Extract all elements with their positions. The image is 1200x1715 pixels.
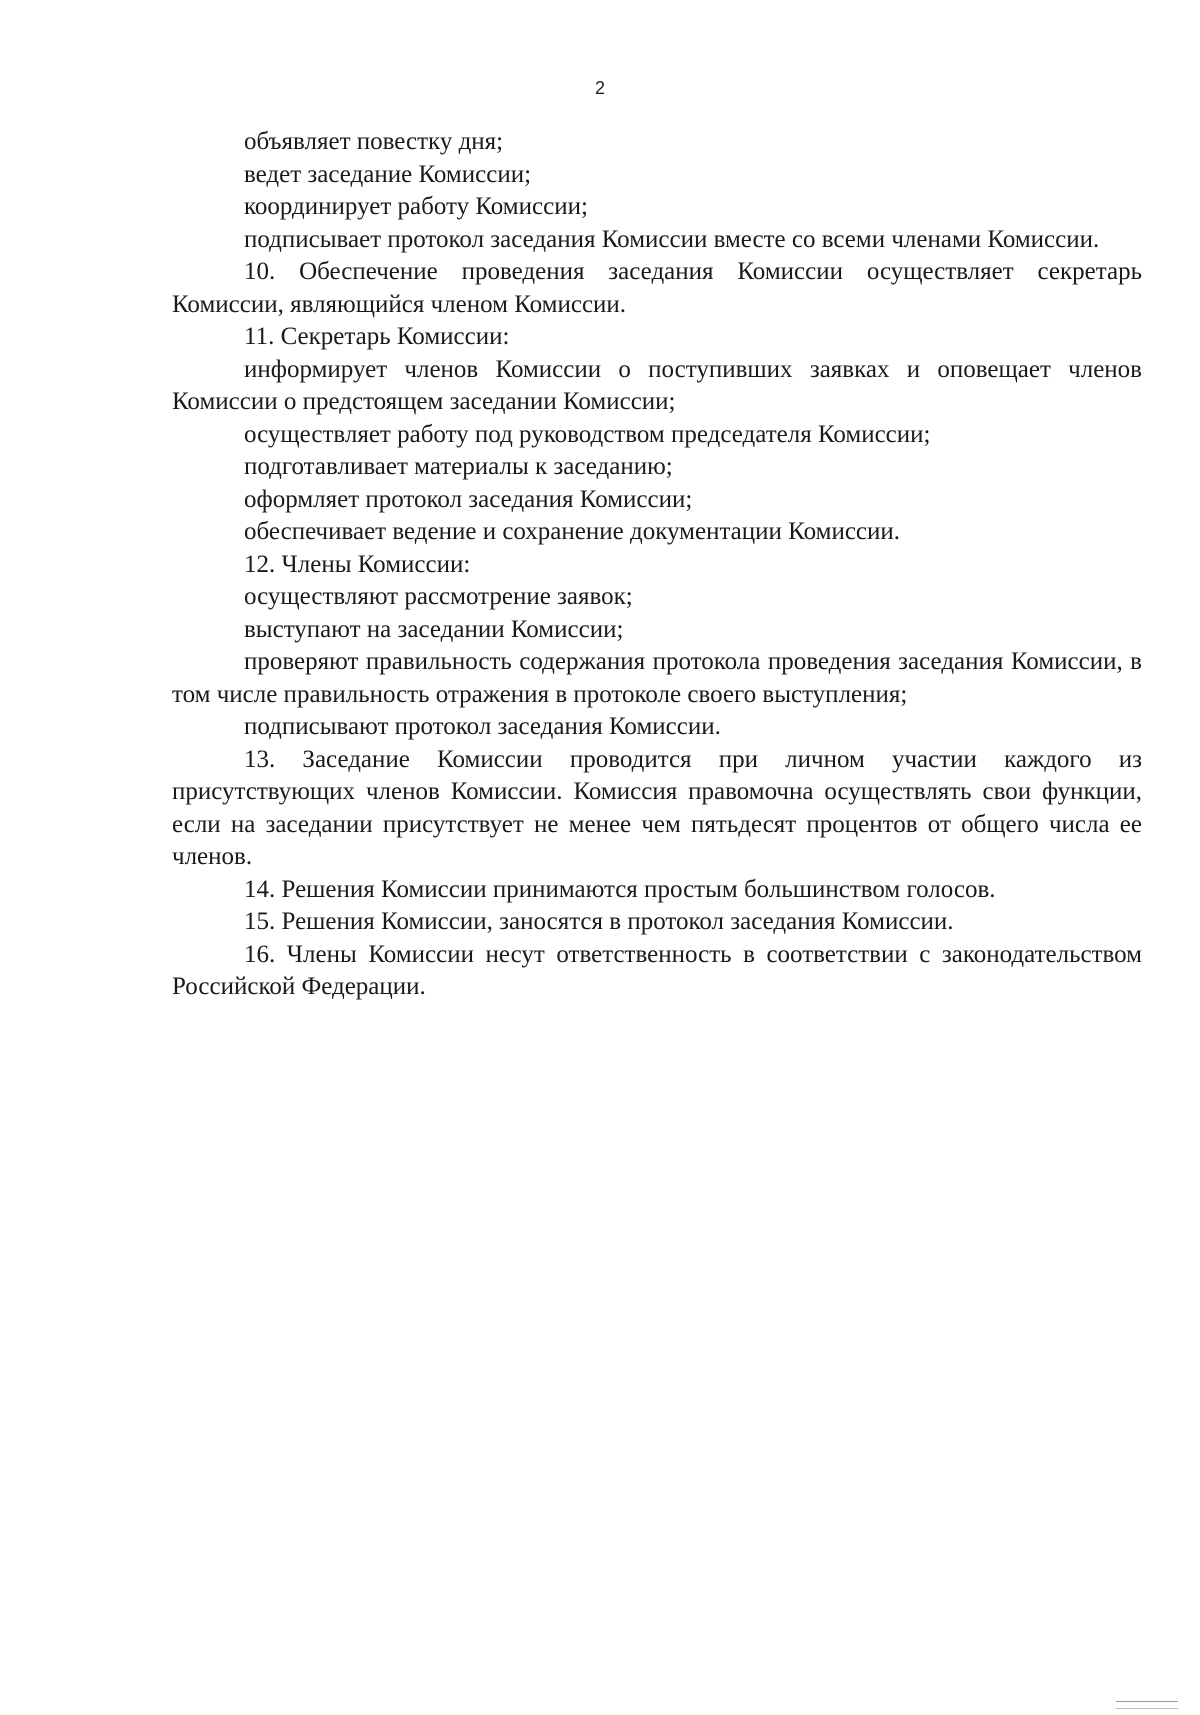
paragraph: осуществляют рассмотрение заявок;	[244, 583, 633, 610]
paragraph: выступают на заседании Комиссии;	[244, 615, 624, 643]
paragraph: подготавливает материалы к заседанию;	[244, 453, 673, 480]
paragraph: 16. Члены Комиссии несут ответственность в соответствии с законодательством Российской Федерации.	[172, 940, 1142, 1000]
paragraph: подписывает протокол заседания Комиссии вместе со всеми членами Комиссии.	[244, 225, 1100, 253]
page-number: 2	[594, 78, 605, 98]
paragraph: 14. Решения Комиссии принимаются простым большинством голосов.	[244, 875, 996, 903]
paragraph: ведет заседание Комиссии;	[244, 160, 532, 188]
paragraph: подписывают протокол заседания Комиссии.	[244, 713, 721, 740]
paragraph: 13. Заседание Комиссии проводится при личном участии каждого из присутствующих членов Комиссии. Комиссия правомочна осуществлять свои функции, если на заседании присутствует не менее чем пятьдесят процентов от общего числа ее членов.	[172, 745, 1142, 870]
scan-edge-mark	[1116, 1701, 1178, 1709]
paragraph: обеспечивает ведение и сохранение документации Комиссии.	[244, 518, 901, 545]
paragraph: координирует работу Комиссии;	[244, 193, 588, 220]
paragraph: 10. Обеспечение проведения заседания Комиссии осуществляет секретарь Комиссии, являющийся членом Комиссии.	[172, 258, 1142, 318]
paragraph: информирует членов Комиссии о поступивших заявках и оповещает членов Комиссии о предстоящем заседании Комиссии;	[172, 355, 1142, 415]
paragraph: проверяют правильность содержания протокола проведения заседания Комиссии, в том числе правильность отражения в протоколе своего выступления;	[172, 648, 1142, 708]
paragraph: 11. Секретарь Комиссии:	[244, 323, 510, 350]
document-body	[172, 126, 1142, 1004]
paragraph: объявляет повестку дня;	[244, 128, 504, 155]
paragraph: осуществляет работу под руководством председателя Комиссии;	[244, 420, 931, 448]
paragraph: 15. Решения Комиссии, заносятся в протокол заседания Комиссии.	[244, 908, 954, 935]
paragraph: 12. Члены Комиссии:	[244, 550, 471, 578]
paragraph: оформляет протокол заседания Комиссии;	[244, 485, 693, 513]
